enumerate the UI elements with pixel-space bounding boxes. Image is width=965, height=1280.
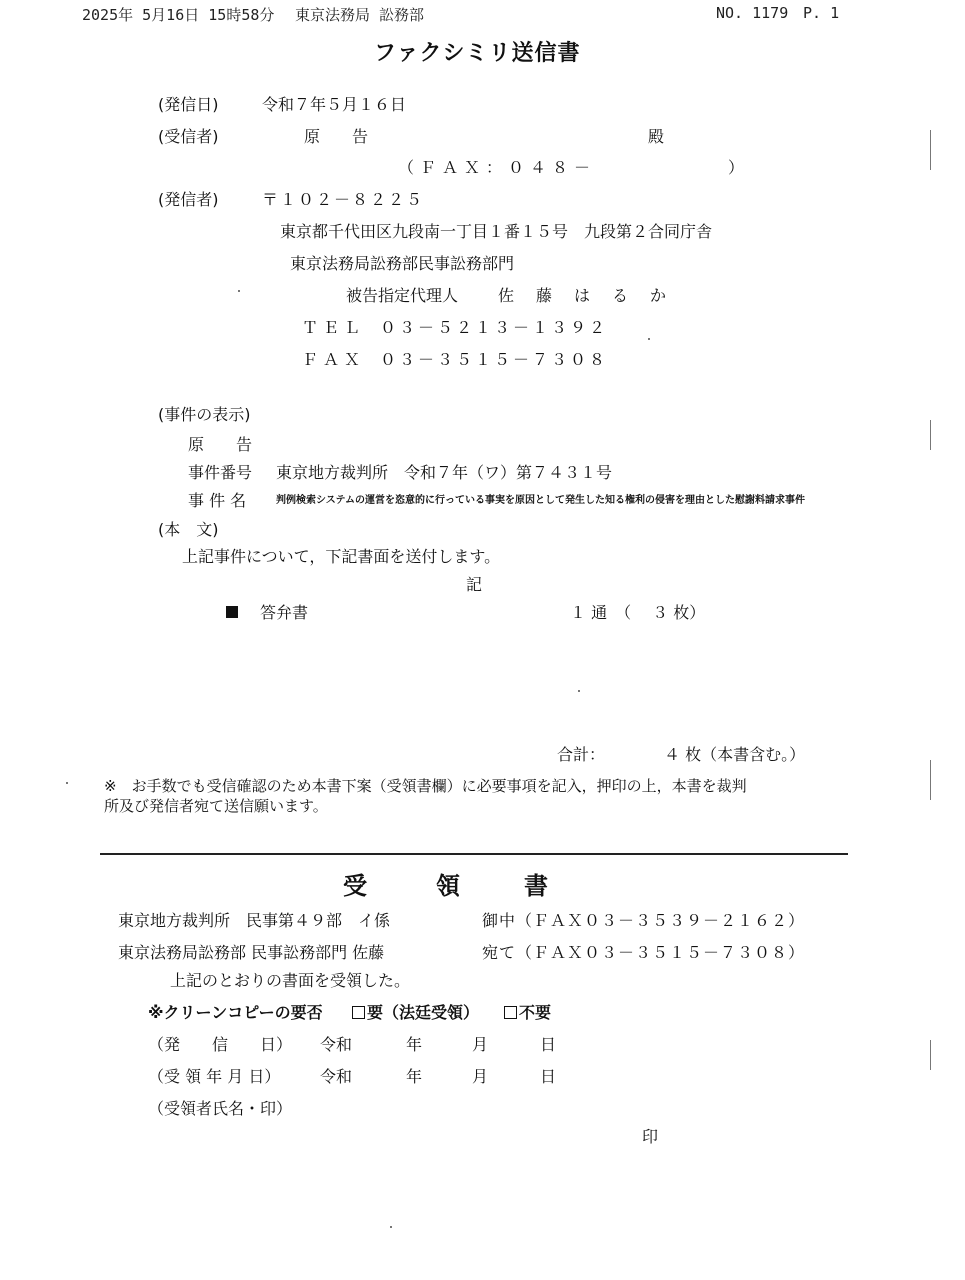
send-date-era: 令和 <box>320 1035 353 1054</box>
seal-mark: 印 <box>642 1127 659 1146</box>
scan-speck <box>648 338 650 340</box>
scan-speck <box>66 782 68 784</box>
receiver-name-label: （受領者氏名・印） <box>148 1099 293 1118</box>
scan-artifact-line <box>930 420 931 450</box>
ki-mark: 記 <box>466 575 483 594</box>
sender-label: (発信者) <box>158 190 219 209</box>
case-name-label: 事 件 名 <box>188 491 247 510</box>
scan-artifact-line <box>930 130 931 170</box>
total-value: ４ 枚（本書含む。） <box>664 745 806 764</box>
scan-speck <box>390 1226 392 1228</box>
agent-name: 佐 藤 は る か <box>498 286 670 305</box>
send-date-month: 月 <box>472 1035 489 1054</box>
fax-header-sender: 東京法務局 訟務部 <box>295 6 425 24</box>
case-plaintiff-label: 原 告 <box>188 435 253 454</box>
recipient-fax: （ＦＡＸ：０４８－ ） <box>398 158 751 177</box>
fax-header-number: NO. 1179 <box>716 4 789 22</box>
scan-speck <box>578 690 580 692</box>
tel-number: ０３－５２１３－１３９２ <box>380 318 609 337</box>
body-text: 上記事件について，下記書面を送付します。 <box>182 547 501 566</box>
receipt-receive-date-label: （受 領 年 月 日） <box>148 1067 281 1086</box>
document-title: ファクシミリ送信書 <box>374 41 581 66</box>
receipt-title-char-2: 領 <box>436 872 460 900</box>
receipt-court-fax: 御中（ＦＡＸ０３－３５３９－２１６２） <box>482 911 806 930</box>
note-line-1: ※ お手数でも受信確認のため本書下案（受領書欄）に必要事項を記入，押印の上，本書を裁判 <box>104 777 747 795</box>
fax-label: ＦＡＸ <box>302 350 366 369</box>
recipient-label: (受信者) <box>158 127 219 146</box>
not-needed-checkbox[interactable] <box>504 1006 517 1019</box>
scan-speck <box>238 290 240 292</box>
total-label: 合計： <box>557 745 606 764</box>
recipient-honorific: 殿 <box>648 127 665 146</box>
scan-artifact-line <box>930 1040 931 1070</box>
option-needed[interactable] <box>352 1000 479 1023</box>
case-label: (事件の表示) <box>158 405 251 424</box>
send-date-day: 日 <box>540 1035 557 1054</box>
body-label: (本 文) <box>158 520 219 539</box>
fax-number: ０３－３５１５－７３０８ <box>380 350 609 369</box>
receipt-title-char-1: 受 <box>343 872 367 900</box>
fax-header-datetime: 2025年 5月16日 15時58分 <box>82 6 275 24</box>
receipt-send-date-label: （発 信 日） <box>148 1035 293 1054</box>
receipt-court: 東京地方裁判所 民事第４９部 イ係 <box>118 911 391 930</box>
needed-checkbox[interactable] <box>352 1006 365 1019</box>
fax-header-page: P. 1 <box>803 4 840 22</box>
receipt-received-text: 上記のとおりの書面を受領した。 <box>170 971 411 990</box>
option-not-needed-label: 不要 <box>519 1003 552 1022</box>
sender-postal: 〒１０２－８２２５ <box>262 190 425 209</box>
option-needed-label: 要（法廷受領） <box>367 1003 480 1022</box>
sender-address: 東京都千代田区九段南一丁目１番１５号 九段第２合同庁舎 <box>280 222 713 241</box>
receive-date-month: 月 <box>472 1067 489 1086</box>
case-name: 判例検索システムの運営を恣意的に行っている事実を原因として発生した知る権利の侵害を理由とした慰謝料請求事件 <box>276 495 805 506</box>
receipt-divider <box>100 853 848 855</box>
receipt-bureau-fax: 宛て（ＦＡＸ０３－３５１５－７３０８） <box>482 943 806 962</box>
document-item-count: １ 通 （ ３ 枚） <box>570 603 706 622</box>
receipt-bureau: 東京法務局訟務部 民事訟務部門 佐藤 <box>118 943 385 962</box>
tel-label: ＴＥＬ <box>302 318 366 337</box>
agent-role: 被告指定代理人 <box>346 286 459 305</box>
send-date-label: (発信日) <box>158 95 219 114</box>
document-item-name: 答弁書 <box>260 603 309 622</box>
scan-artifact-line <box>930 760 931 800</box>
receive-date-year: 年 <box>406 1067 423 1086</box>
recipient-name: 原 告 <box>304 127 369 146</box>
send-date-year: 年 <box>406 1035 423 1054</box>
receipt-title-char-3: 書 <box>524 872 548 900</box>
receive-date-day: 日 <box>540 1067 557 1086</box>
clean-copy-label: ※クリーンコピーの要否 <box>148 1003 323 1022</box>
case-number: 東京地方裁判所 令和７年（ワ）第７４３１号 <box>276 463 613 482</box>
sender-office: 東京法務局訟務部民事訟務部門 <box>290 254 515 273</box>
option-not-needed[interactable] <box>504 1000 551 1023</box>
receive-date-era: 令和 <box>320 1067 353 1086</box>
bullet-square <box>226 602 238 621</box>
case-number-label: 事件番号 <box>188 463 253 482</box>
send-date: 令和７年５月１６日 <box>262 95 407 114</box>
note-line-2: 所及び発信者宛て送信願います。 <box>104 797 328 815</box>
